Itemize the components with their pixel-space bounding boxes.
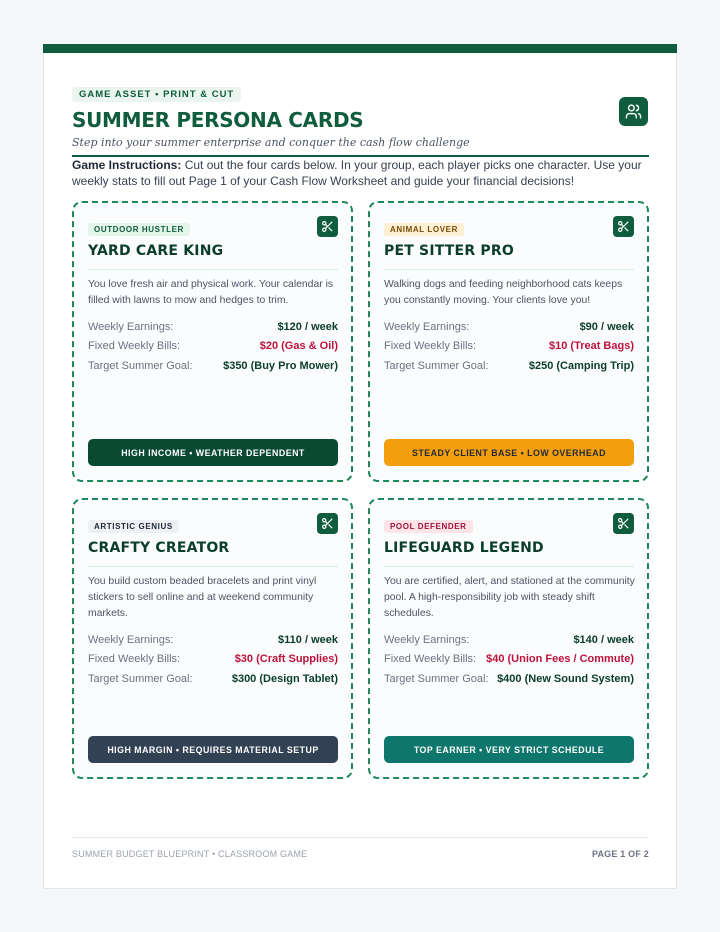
persona-description: You build custom beaded bracelets and print vinyl stickers to sell online and at weekend community markets.: [88, 576, 317, 619]
stat-bills: [384, 650, 634, 670]
stat-label: Weekly Earnings:: [384, 633, 470, 646]
stat-earnings: [88, 317, 338, 337]
stat-label: Fixed Weekly Bills:: [384, 653, 477, 666]
top-accent-bar: [43, 44, 677, 53]
earnings-value: $120 / week: [277, 320, 338, 333]
persona-description: Walking dogs and feeding neighborhood cats keeps you constantly moving. Your clients love you!: [384, 279, 623, 306]
earnings-value: $140 / week: [573, 633, 634, 646]
stat-label: Fixed Weekly Bills:: [384, 340, 477, 353]
scissors-icon[interactable]: [317, 513, 338, 534]
goal-value: $350 (Buy Pro Mower): [223, 359, 338, 372]
earnings-value: $110 / week: [278, 633, 338, 646]
persona-stats: [384, 317, 634, 376]
persona-stats: [88, 630, 338, 689]
card-divider: [88, 269, 338, 270]
bills-value: $20 (Gas & Oil): [259, 340, 338, 353]
stat-earnings: [88, 630, 338, 650]
persona-stats: [88, 317, 338, 376]
stat-goal: [88, 356, 338, 376]
goal-value: $300 (Design Tablet): [231, 672, 338, 685]
persona-card: [72, 498, 353, 779]
persona-stats: [384, 630, 634, 689]
stat-label: Fixed Weekly Bills:: [88, 340, 181, 353]
worksheet-page: [43, 44, 677, 889]
footer-title: SUMMER BUDGET BLUEPRINT • CLASSROOM GAME: [72, 849, 308, 859]
stat-bills: [88, 337, 338, 357]
persona-trait-bar: HIGH INCOME • WEATHER DEPENDENT: [88, 439, 338, 466]
stat-goal: [88, 669, 338, 689]
scissors-icon[interactable]: [317, 216, 338, 237]
goal-value: $250 (Camping Trip): [528, 359, 634, 372]
users-icon: [619, 97, 648, 126]
persona-name: CRAFTY CREATOR: [88, 540, 230, 556]
game-instructions: [72, 157, 652, 189]
stat-label: Target Summer Goal:: [88, 359, 193, 372]
persona-badge: POOL DEFENDER: [384, 520, 473, 533]
card-divider: [384, 566, 634, 567]
stat-bills: [384, 337, 634, 357]
stat-bills: [88, 650, 338, 670]
bills-value: $40 (Union Fees / Commute): [486, 653, 634, 666]
persona-name: PET SITTER PRO: [384, 243, 514, 259]
page-title: SUMMER PERSONA CARDS: [72, 108, 364, 132]
persona-trait-bar: HIGH MARGIN • REQUIRES MATERIAL SETUP: [88, 736, 338, 763]
page-header: [72, 84, 649, 157]
persona-badge: ANIMAL LOVER: [384, 223, 464, 236]
instructions-label: Game Instructions:: [72, 158, 182, 172]
persona-card: [368, 201, 649, 482]
earnings-value: $90 / week: [579, 320, 634, 333]
scissors-icon[interactable]: [613, 216, 634, 237]
stat-earnings: [384, 317, 634, 337]
stat-earnings: [384, 630, 634, 650]
asset-tag: GAME ASSET • PRINT & CUT: [72, 87, 241, 102]
stat-label: Target Summer Goal:: [384, 672, 489, 685]
stat-label: Target Summer Goal:: [88, 672, 193, 685]
stat-label: Target Summer Goal:: [384, 359, 489, 372]
bills-value: $10 (Treat Bags): [549, 340, 634, 353]
persona-description: You are certified, alert, and stationed at the community pool. A high-responsibility job with steady shift schedules.: [384, 576, 635, 619]
persona-trait-bar: TOP EARNER • VERY STRICT SCHEDULE: [384, 736, 634, 763]
persona-name: YARD CARE KING: [88, 243, 224, 259]
card-divider: [88, 566, 338, 567]
persona-card: [72, 201, 353, 482]
persona-card: [368, 498, 649, 779]
page-number: PAGE 1 OF 2: [591, 849, 649, 859]
stat-label: Fixed Weekly Bills:: [88, 653, 181, 666]
instructions-text: Cut out the four cards below. In your group, each player picks one character. Use your weekly stats to fill out Page 1 of your Cash Flow Worksheet and guide your financial decisions!: [72, 158, 642, 188]
stat-label: Weekly Earnings:: [384, 320, 470, 333]
page-footer: [72, 837, 649, 859]
goal-value: $400 (New Sound System): [497, 672, 634, 685]
bills-value: $30 (Craft Supplies): [234, 653, 338, 666]
stat-label: Weekly Earnings:: [88, 320, 174, 333]
page-subtitle: Step into your summer enterprise and conquer the cash flow challenge: [72, 136, 470, 149]
persona-trait-bar: STEADY CLIENT BASE • LOW OVERHEAD: [384, 439, 634, 466]
stat-label: Weekly Earnings:: [88, 633, 174, 646]
persona-name: LIFEGUARD LEGEND: [384, 540, 544, 556]
persona-description: You love fresh air and physical work. Your calendar is filled with lawns to mow and hedges to trim.: [88, 279, 334, 306]
card-divider: [384, 269, 634, 270]
scissors-icon[interactable]: [613, 513, 634, 534]
stat-goal: [384, 669, 634, 689]
persona-badge: OUTDOOR HUSTLER: [88, 223, 190, 236]
stat-goal: [384, 356, 634, 376]
persona-badge: ARTISTIC GENIUS: [88, 520, 179, 533]
